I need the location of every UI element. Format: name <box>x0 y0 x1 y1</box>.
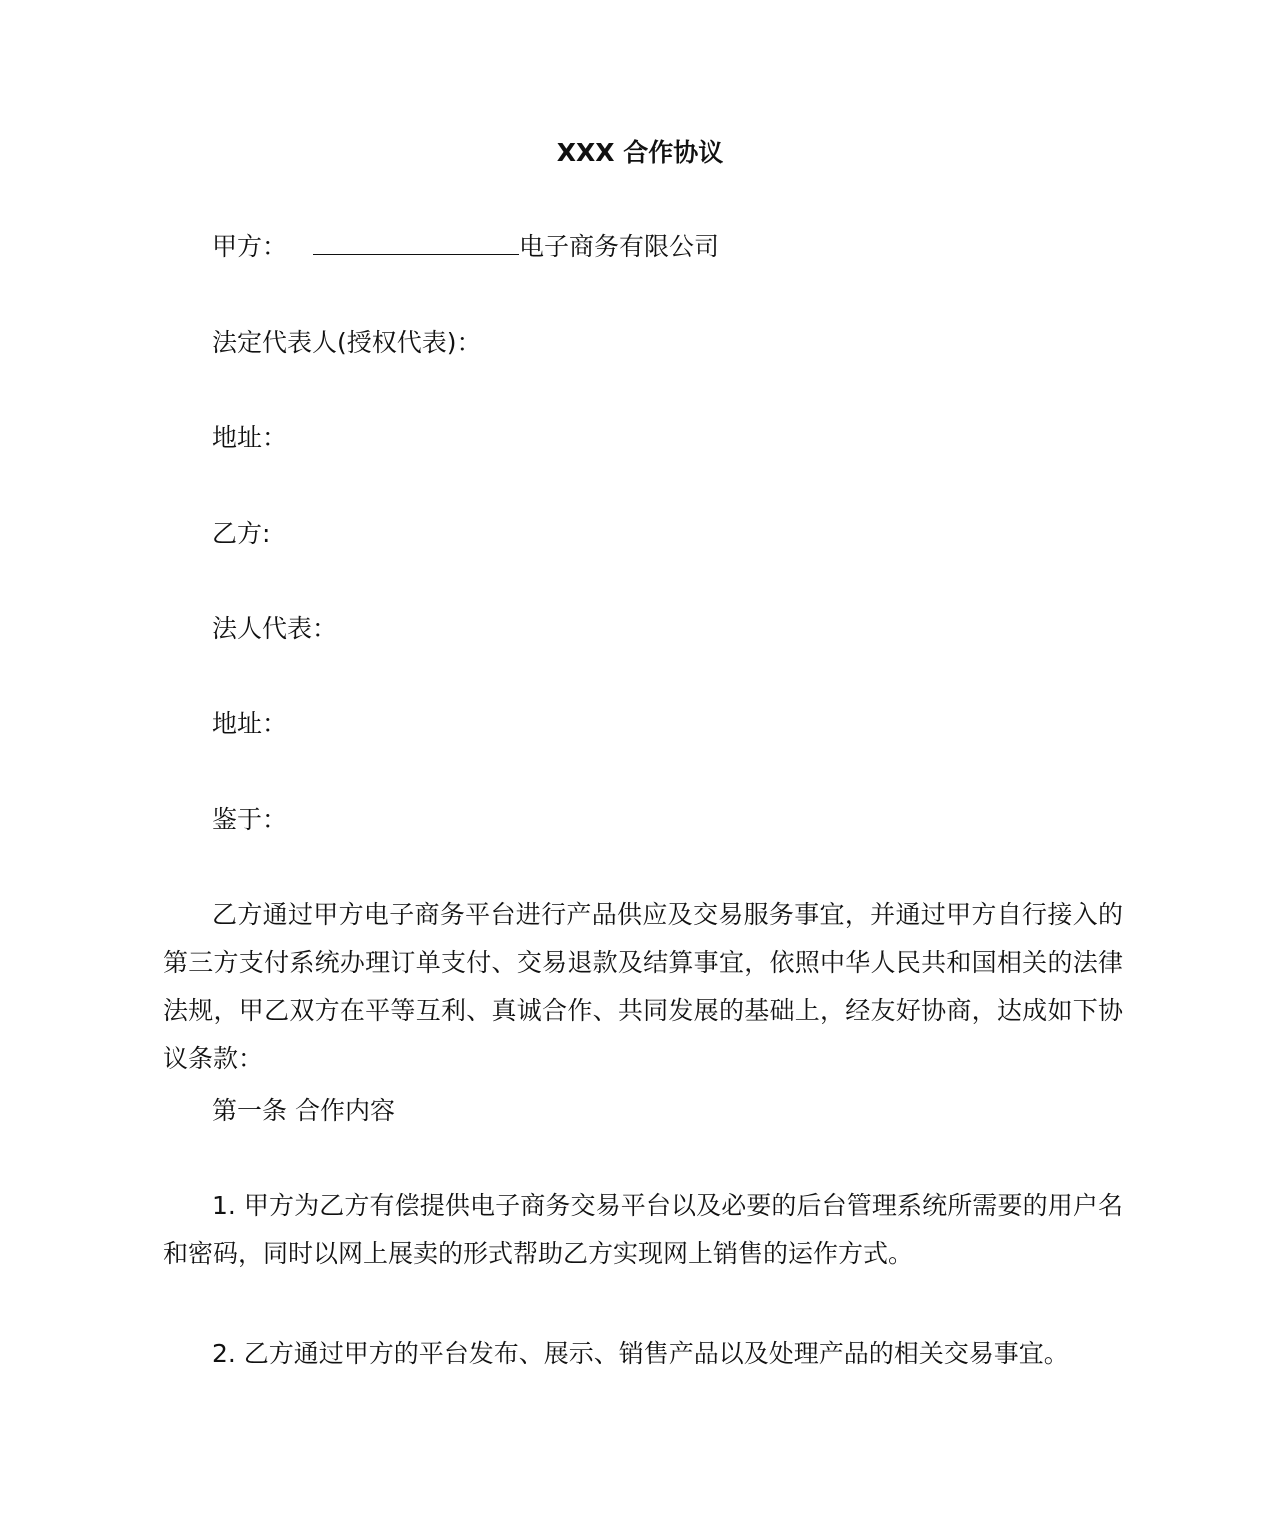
preamble-paragraph: 乙方通过甲方电子商务平台进行产品供应及交易服务事宜，并通过甲方自行接入的第三方支付系统办理订单支付、交易退款及结算事宜，依照中华人民共和国相关的法律法规，甲乙双方在平等互利、真诚合作、共同发展的基础上，经友好协商，达成如下协议条款： <box>163 900 1123 1073</box>
party-a-line <box>212 228 719 266</box>
legal-rep-a-label: 法定代表人(授权代表)： <box>212 328 482 357</box>
party-b-label: 乙方: <box>212 519 271 548</box>
address-b-label: 地址： <box>212 709 288 738</box>
party-a-label: 甲方： <box>212 232 288 261</box>
clause-2-paragraph: 2. 乙方通过甲方的平台发布、展示、销售产品以及处理产品的相关交易事宜。 <box>212 1339 1069 1368</box>
whereas-label: 鉴于： <box>212 805 288 834</box>
legal-rep-b-label: 法人代表： <box>212 614 338 643</box>
party-a-suffix: 电子商务有限公司 <box>519 232 720 261</box>
address-a-label: 地址： <box>212 423 288 452</box>
document-title: XXX 合作协议 <box>556 138 724 167</box>
clause-1-paragraph: 1. 甲方为乙方有偿提供电子商务交易平台以及必要的后台管理系统所需要的用户名和密码，同时以网上展卖的形式帮助乙方实现网上销售的运作方式。 <box>163 1191 1123 1268</box>
party-a-name-blank <box>313 232 519 255</box>
article-1-heading: 第一条 合作内容 <box>212 1096 395 1125</box>
